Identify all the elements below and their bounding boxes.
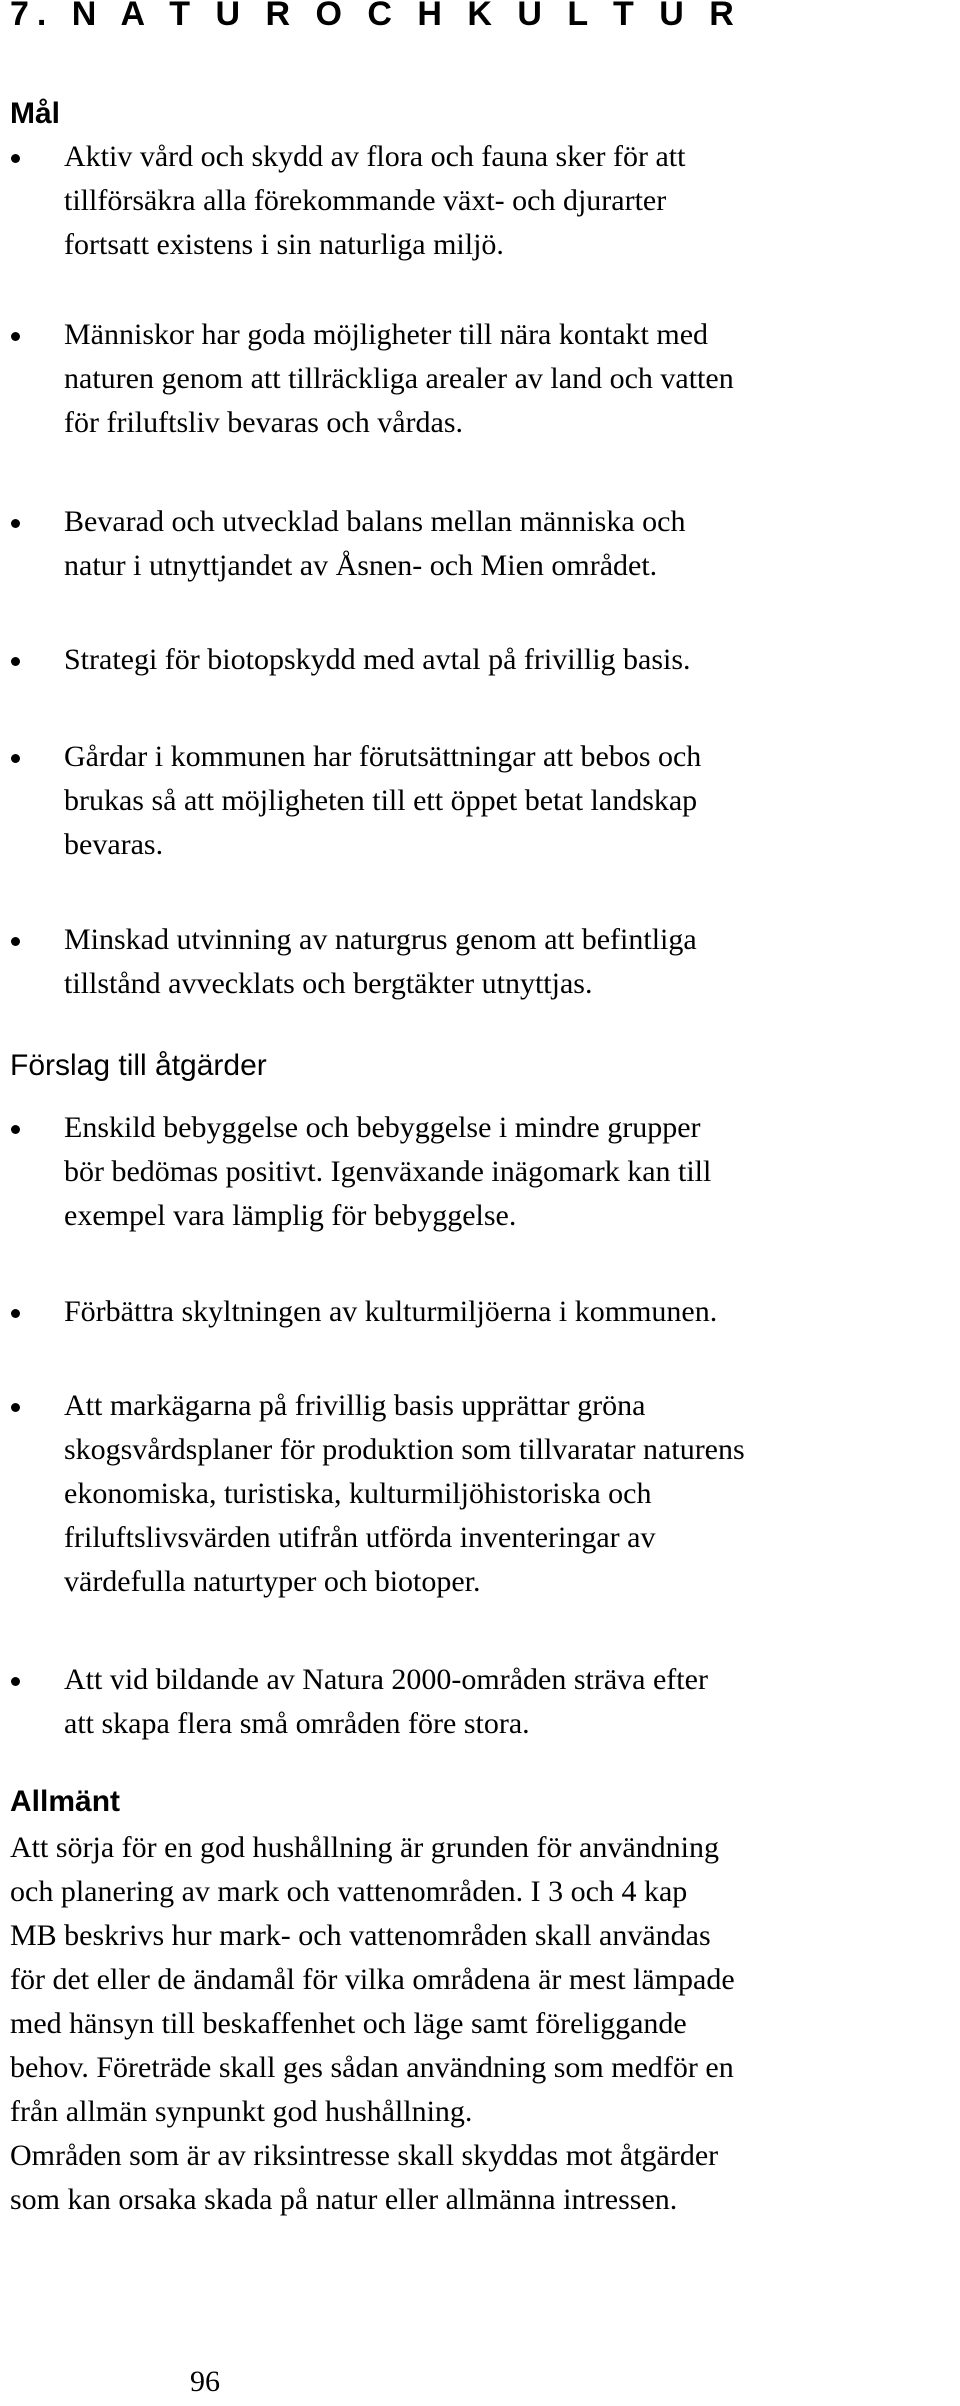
forslag-item-text: Förbättra skyltningen av kulturmiljöerna i kommunen. — [64, 1295, 718, 1328]
allmant-paragraph-2: Områden som är av riksintresse skall skyddas mot åtgärder som kan orsaka skada på natur eller allmänna intressen. — [10, 2139, 719, 2216]
mal-item-text: Aktiv vård och skydd av flora och fauna sker för att tillförsäkra alla förekommande växt- och djurarter fortsatt existens i sin naturliga miljö. — [64, 140, 686, 261]
mal-heading: Mål — [10, 97, 61, 130]
bullet-icon — [11, 519, 20, 528]
allmant-paragraph-1: Att sörja för en god hushållning är grunden för användning och planering av mark och vattenområden. I 3 och 4 kap MB beskrivs hur mark- och vattenområden skall användas för det eller de ändamål för vilka områdena är mest lämpade med hänsyn till beskaffenhet och läge samt föreliggande behov. Företräde skall ges sådan användning som medför en från allmän synpunkt god hushållning. — [10, 1831, 735, 2128]
mal-item-text: Människor har goda möjligheter till nära kontakt med naturen genom att tillräckliga arealer av land och vatten för friluftsliv bevaras och vårdas. — [64, 318, 734, 439]
bullet-icon — [11, 1677, 20, 1686]
bullet-icon — [11, 1309, 20, 1318]
page-number: 96 — [190, 2365, 220, 2398]
bullet-icon — [11, 754, 20, 763]
forslag-item-text: Enskild bebyggelse och bebyggelse i mindre grupper bör bedömas positivt. Igenväxande inägomark kan till exempel vara lämplig för bebyggelse. — [64, 1111, 712, 1232]
forslag-item-text: Att markägarna på frivillig basis upprättar gröna skogsvårdsplaner för produktion som tillvaratar naturens ekonomiska, turistiska, kulturmiljöhistoriska och friluftslivsvärden utifrån utförda inventeringar av värdefulla naturtyper och biotoper. — [64, 1389, 745, 1598]
forslag-item-text: Att vid bildande av Natura 2000-områden sträva efter att skapa flera små områden före stora. — [64, 1663, 708, 1740]
mal-item-text: Minskad utvinning av naturgrus genom att befintliga tillstånd avvecklats och bergtäkter utnyttjas. — [64, 923, 697, 1000]
mal-item-text: Strategi för biotopskydd med avtal på frivillig basis. — [64, 643, 691, 676]
mal-item-text: Bevarad och utvecklad balans mellan människa och natur i utnyttjandet av Åsnen- och Mien området. — [64, 505, 686, 582]
mal-item-text: Gårdar i kommunen har förutsättningar att bebos och brukas så att möjligheten till ett öppet betat landskap bevaras. — [64, 740, 702, 861]
bullet-icon — [11, 1403, 20, 1412]
allmant-heading: Allmänt — [10, 1785, 121, 1818]
bullet-icon — [11, 657, 20, 666]
bullet-icon — [11, 937, 20, 946]
bullet-icon — [11, 1125, 20, 1134]
forslag-heading: Förslag till åtgärder — [10, 1049, 267, 1082]
chapter-title: 7. N A T U R O C H K U L T U R — [10, 0, 742, 33]
bullet-icon — [11, 154, 20, 163]
bullet-icon — [11, 332, 20, 341]
